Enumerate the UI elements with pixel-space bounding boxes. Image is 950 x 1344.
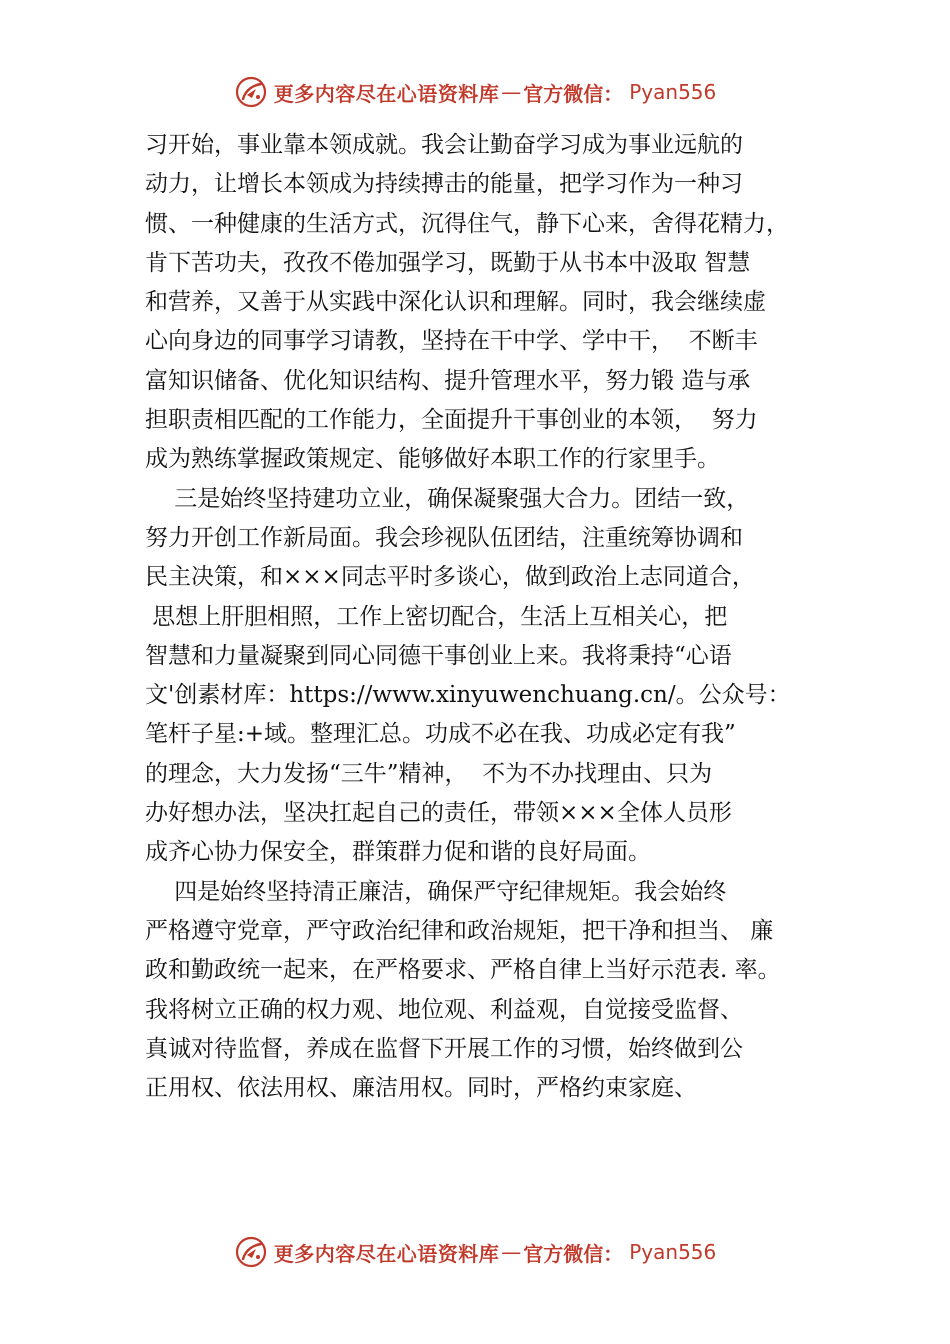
watermark-wechat-id: Pyan556 (629, 80, 717, 104)
text-line: 成齐心协力保安全，群策群力促和谐的良好局面。 (145, 839, 651, 866)
text-line: 习开始，事业靠本领成就。我会让勤奋学习成为事业远航的 (145, 132, 743, 158)
paragraph-start-line: 三是始终坚持建功立业，确保凝聚强大合力。团结一致， (145, 485, 750, 512)
watermark-wechat-id: Pyan556 (629, 1240, 717, 1264)
text-line: 我将树立正确的权力观、地位观、利益观，自觉接受监督、 (145, 996, 743, 1023)
watermark-separator: — (501, 1240, 522, 1264)
watermark-banner-top (0, 72, 950, 112)
text-line: 和营养，又善于从实践中深化认识和理解。同时，我会继续虚 (145, 289, 766, 316)
paragraph-start-line: 四是始终坚持清正廉洁，确保严守纪律规矩。我会始终 (145, 878, 727, 905)
text-line: 富知识储备、优化知识结构、提升管理水平，努力锻 造与承 (145, 367, 751, 394)
watermark-separator: — (501, 80, 522, 104)
text-line: 肯下苦功夫，孜孜不倦加强学习，既勤于从书本中汲取 智慧 (145, 249, 751, 276)
text-line: 的理念，大力发扬“三牛”精神， 不为不办找理由、只为 (145, 760, 713, 787)
text-line: 担职责相匹配的工作能力，全面提升干事创业的本领， 努力 (145, 407, 758, 434)
watermark-text: 更多内容尽在心语资料库 (273, 81, 500, 106)
text-line: 真诚对待监督，养成在监督下开展工作的习惯，始终做到公 (145, 1035, 743, 1062)
watermark-logo-icon (234, 75, 268, 109)
text-line: 办好想办法，坚决扛起自己的责任，带领×××全体人员形 (145, 800, 732, 827)
text-line: 民主决策，和×××同志平时多谈心，做到政治上志同道合， (145, 564, 755, 591)
text-line: 成为熟练掌握政策规定、能够做好本职工作的行家里手。 (145, 446, 720, 473)
watermark-text: 更多内容尽在心语资料库 (273, 1241, 500, 1266)
text-line: 动力，让增长本领成为持续搏击的能量，把学习作为一种习 (145, 171, 743, 198)
text-line: 思想上肝胆相照，工作上密切配合，生活上互相关心，把 (145, 603, 728, 630)
text-line: 智慧和力量凝聚到同心同德干事创业上来。我将秉持“心语 (145, 642, 732, 669)
text-line: 努力开创工作新局面。我会珍视队伍团结，注重统筹协调和 (145, 524, 743, 551)
text-line: 文'创素材库：https://www.xinyuwenchuang.cn/。公众号： (145, 682, 791, 709)
text-line: 笔杆子星:+域。整理汇总。功成不必在我、功成必定有我” (145, 721, 736, 748)
text-line: 严格遵守党章，严守政治纪律和政治规矩，把干净和担当、 廉 (145, 917, 774, 944)
watermark-wechat-label: 官方微信： (523, 1241, 624, 1266)
watermark-logo-icon (234, 1235, 268, 1269)
watermark-banner-bottom (0, 1232, 950, 1272)
document-body (145, 126, 845, 1108)
watermark-wechat-label: 官方微信： (523, 81, 624, 106)
text-line: 心向身边的同事学习请教，坚持在干中学、学中干， 不断丰 (145, 328, 758, 355)
text-line: 惯、一种健康的生活方式，沉得住气，静下心来，舍得花精力， (145, 210, 789, 237)
text-line: 正用权、依法用权、廉洁用权。同时，严格约束家庭、 (145, 1075, 697, 1102)
text-line: 政和勤政统一起来，在严格要求、严格自律上当好示范表. 率。 (145, 957, 781, 984)
